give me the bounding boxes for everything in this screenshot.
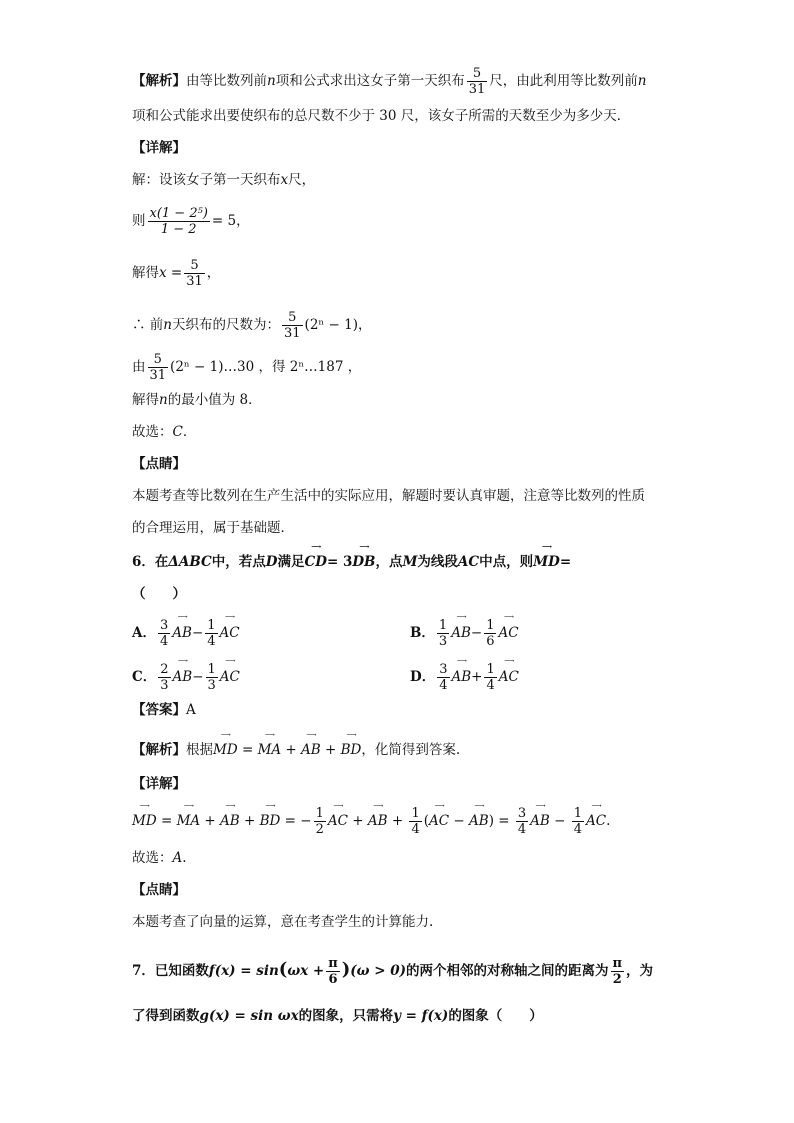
analysis-line-1: 【解析】由等比数列前n项和公式求出这女子第一天织布 $\frac{5}{31}$ 尺，由此利用等比数列前n <box>132 66 647 97</box>
detail-line-3: 解得x = $\frac{5}{31}$ ， <box>132 258 221 289</box>
fraction: $\frac{5}{31}$ <box>468 66 486 97</box>
comment-line-1: 本题考查等比数列在生产生活中的实际应用，解题时要认真审题，注意等比数列的性质 <box>132 488 645 504</box>
comment-heading-6: 【点睛】 <box>132 882 186 898</box>
detail-heading: 【详解】 <box>132 140 186 156</box>
option-b: B． $\frac{1}{3}$ ⟶ AB− $\frac{1}{6}$ ⟶ AC <box>410 613 519 649</box>
question-6: 6．在ΔABC中，若点D满足 ⟶ CD= 3 ⟶ DB，点M为线段AC中点，则 ⟶ MD= <box>132 542 572 570</box>
option-c: C． $\frac{2}{3}$ ⟶ AB− $\frac{1}{3}$ ⟶ AC <box>132 657 240 693</box>
detail-line-4: ∴ 前n天织布的尺数为： $\frac{5}{31}$ (2ⁿ − 1)， <box>132 310 372 341</box>
question-6-paren: （ ） <box>132 586 186 602</box>
comment-heading: 【点睛】 <box>132 456 186 472</box>
comment-line-2: 的合理运用，属于基础题． <box>132 520 294 536</box>
analysis-6: 【解析】根据 ⟶ MD = ⟶ MA + ⟶ AB + ⟶ BD，化简得到答案. <box>132 731 461 758</box>
detail-line-2: 则 $\frac{\text{x(1 − 2⁵)}}{1 - 2}$ = 5， <box>132 206 250 237</box>
detail-line-1: 解：设该女子第一天织布x尺， <box>132 172 316 188</box>
option-d: D． $\frac{3}{4}$ ⟶ AB+ $\frac{1}{4}$ ⟶ AC <box>410 657 519 693</box>
option-a: A． $\frac{3}{4}$ ⟶ AB− $\frac{1}{4}$ ⟶ AC <box>132 613 240 649</box>
detail-heading-6: 【详解】 <box>132 776 186 792</box>
detail-line-6: 解得n的最小值为 8． <box>132 392 262 408</box>
question-7-line-2: 了得到函数g(x) = sin ωx的图象，只需将y = f(x)的图象（ ） <box>132 1008 543 1024</box>
question-7-line-1: 7．已知函数f(x) = sin(ωx + $\frac{\pi}{6}$ )(ω > 0)的两个相邻的对称轴之间的距离为 $\frac{\pi}{2}$ ，为 <box>132 956 654 987</box>
detail-line-7: 故选：C． <box>132 424 197 440</box>
analysis-line-2: 项和公式能求出要使织布的总尺数不少于 30 尺，该女子所需的天数至少为多少天． <box>132 108 631 124</box>
answer-line: 【答案】A <box>132 702 196 718</box>
select-line-6: 故选：A. <box>132 850 187 866</box>
detail-line-5: 由 $\frac{5}{31}$ (2ⁿ − 1)…30 ，得 2ⁿ…187 ， <box>132 352 362 383</box>
comment-text-6: 本题考查了向量的运算，意在考查学生的计算能力. <box>132 914 434 930</box>
detail-equation-6: ⟶ MD = ⟶ MA + ⟶ AB + ⟶ BD = − $\frac{1}{2}$ ⟶ AC + ⟶ AB + $\frac{1}{4}$ ( ⟶ AC − ⟶ AB) = $\frac{3}{4}$ ⟶ AB − $\frac{1}{4}$ ⟶ AC. <box>132 802 611 837</box>
